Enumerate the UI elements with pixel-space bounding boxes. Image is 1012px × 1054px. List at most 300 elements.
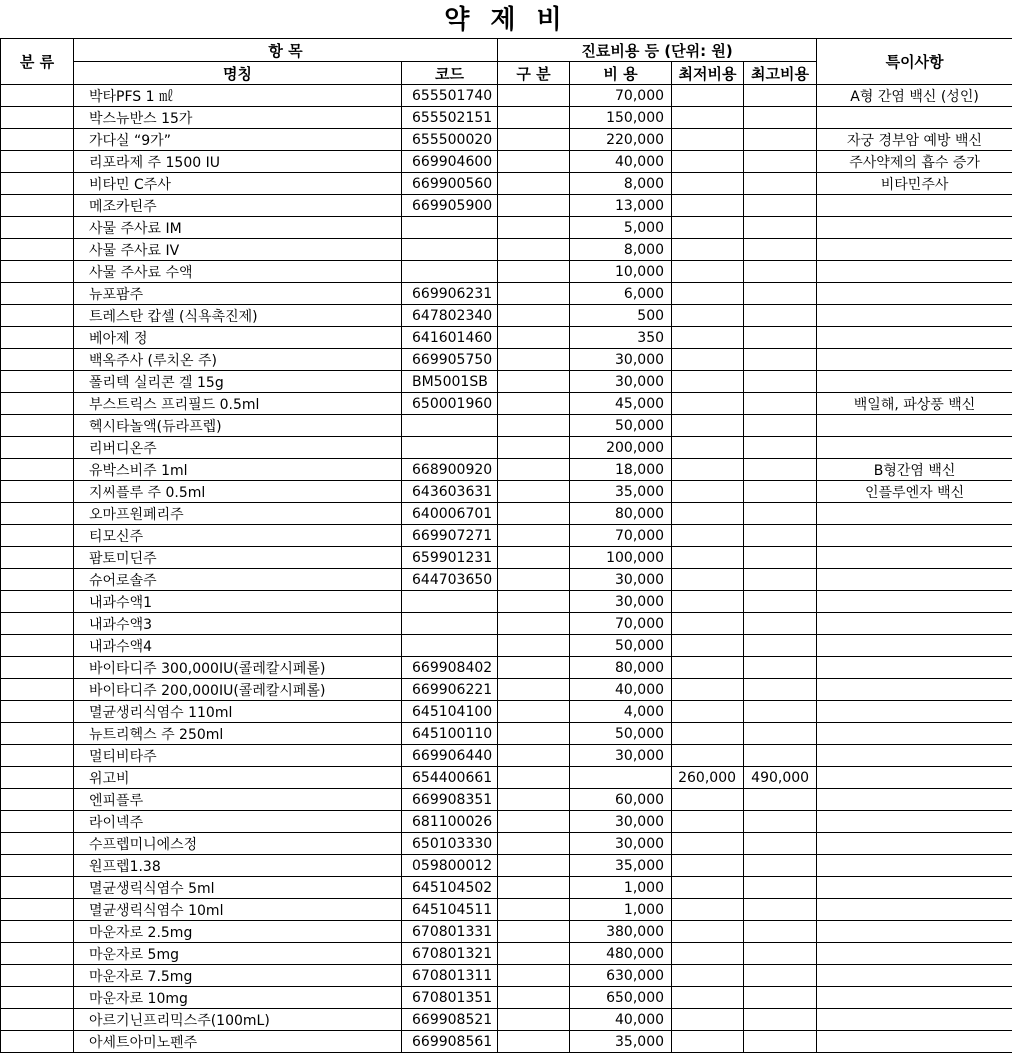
max-cost-cell (744, 745, 817, 767)
category-cell (1, 305, 74, 327)
max-cost-cell (744, 723, 817, 745)
category-cell (1, 855, 74, 877)
cost-cell: 18,000 (570, 459, 672, 481)
min-cost-cell (672, 877, 744, 899)
drug-name-cell: 멸균생릭식염수 5ml (74, 877, 402, 899)
drug-name-cell: 멀티비타주 (74, 745, 402, 767)
drug-name-cell: 멸균생릭식염수 10ml (74, 899, 402, 921)
drug-name-cell: 박타PFS 1 ㎖ (74, 85, 402, 107)
cost-cell: 40,000 (570, 151, 672, 173)
note-cell (817, 261, 1012, 283)
division-cell (498, 85, 570, 107)
table-row (1, 349, 1012, 371)
max-cost-cell (744, 1009, 817, 1031)
cost-cell: 40,000 (570, 679, 672, 701)
division-cell (498, 415, 570, 437)
table-row (1, 415, 1012, 437)
drug-code-cell (402, 613, 498, 635)
note-cell: 주사약제의 흡수 증가 (817, 151, 1012, 173)
category-cell (1, 921, 74, 943)
cost-cell: 45,000 (570, 393, 672, 415)
cost-cell: 630,000 (570, 965, 672, 987)
drug-name-cell: 팜토미딘주 (74, 547, 402, 569)
division-cell (498, 657, 570, 679)
category-cell (1, 129, 74, 151)
cost-cell: 30,000 (570, 371, 672, 393)
division-cell (498, 965, 570, 987)
drug-code-cell: 659901231 (402, 547, 498, 569)
note-cell (817, 1031, 1012, 1053)
min-cost-cell (672, 789, 744, 811)
category-cell (1, 1009, 74, 1031)
category-cell (1, 877, 74, 899)
table-row (1, 261, 1012, 283)
min-cost-cell (672, 393, 744, 415)
min-cost-cell (672, 679, 744, 701)
max-cost-cell (744, 151, 817, 173)
cost-cell: 50,000 (570, 635, 672, 657)
cost-cell: 30,000 (570, 591, 672, 613)
max-cost-cell (744, 569, 817, 591)
drug-name-cell: 비타민 C주사 (74, 173, 402, 195)
cost-cell: 40,000 (570, 1009, 672, 1031)
drug-code-cell: 670801331 (402, 921, 498, 943)
table-row (1, 85, 1012, 107)
drug-code-cell: 669908521 (402, 1009, 498, 1031)
max-cost-cell (744, 833, 817, 855)
division-cell (498, 943, 570, 965)
division-cell (498, 283, 570, 305)
min-cost-cell (672, 107, 744, 129)
drug-code-cell (402, 217, 498, 239)
note-cell (817, 591, 1012, 613)
cost-cell: 150,000 (570, 107, 672, 129)
min-cost-cell (672, 987, 744, 1009)
division-cell (498, 173, 570, 195)
category-cell (1, 393, 74, 415)
drug-code-cell: 681100026 (402, 811, 498, 833)
category-cell (1, 217, 74, 239)
drug-name-cell: 박스뉴반스 15가 (74, 107, 402, 129)
drug-code-cell: 647802340 (402, 305, 498, 327)
note-cell (817, 679, 1012, 701)
max-cost-cell (744, 393, 817, 415)
drug-name-cell: 마운자로 2.5mg (74, 921, 402, 943)
division-cell (498, 305, 570, 327)
drug-code-cell: 669908561 (402, 1031, 498, 1053)
drug-code-cell (402, 415, 498, 437)
category-cell (1, 635, 74, 657)
note-cell (817, 283, 1012, 305)
cost-cell: 30,000 (570, 349, 672, 371)
note-cell (817, 1009, 1012, 1031)
drug-code-cell: 655501740 (402, 85, 498, 107)
category-cell (1, 503, 74, 525)
table-row (1, 943, 1012, 965)
division-cell (498, 195, 570, 217)
min-cost-cell (672, 943, 744, 965)
category-cell (1, 613, 74, 635)
note-cell (817, 569, 1012, 591)
drug-name-cell: 사물 주사료 수액 (74, 261, 402, 283)
drug-name-cell: 베아제 정 (74, 327, 402, 349)
cost-cell: 50,000 (570, 723, 672, 745)
category-cell (1, 327, 74, 349)
category-cell (1, 811, 74, 833)
max-cost-cell (744, 349, 817, 371)
drug-code-cell (402, 591, 498, 613)
cost-cell: 6,000 (570, 283, 672, 305)
max-cost-cell (744, 1031, 817, 1053)
max-cost-cell (744, 371, 817, 393)
min-cost-cell (672, 459, 744, 481)
header-category: 분 류 (1, 39, 74, 85)
table-row (1, 173, 1012, 195)
max-cost-cell (744, 107, 817, 129)
table-row (1, 855, 1012, 877)
min-cost-cell (672, 569, 744, 591)
cost-cell: 480,000 (570, 943, 672, 965)
note-cell (817, 965, 1012, 987)
note-cell (817, 195, 1012, 217)
min-cost-cell (672, 657, 744, 679)
drug-name-cell: 마운자로 10mg (74, 987, 402, 1009)
table-row (1, 921, 1012, 943)
drug-name-cell: 내과수액3 (74, 613, 402, 635)
table-row (1, 745, 1012, 767)
drug-name-cell: 뉴트리헥스 주 250ml (74, 723, 402, 745)
cost-cell (570, 767, 672, 789)
drug-code-cell: 644703650 (402, 569, 498, 591)
division-cell (498, 349, 570, 371)
table-row (1, 547, 1012, 569)
table-row (1, 437, 1012, 459)
max-cost-cell (744, 283, 817, 305)
note-cell (817, 239, 1012, 261)
drug-code-cell: 669905750 (402, 349, 498, 371)
max-cost-cell (744, 261, 817, 283)
table-row (1, 503, 1012, 525)
category-cell (1, 701, 74, 723)
min-cost-cell (672, 833, 744, 855)
category-cell (1, 569, 74, 591)
max-cost-cell (744, 789, 817, 811)
drug-name-cell: 티모신주 (74, 525, 402, 547)
category-cell (1, 833, 74, 855)
category-cell (1, 547, 74, 569)
table-row (1, 811, 1012, 833)
cost-cell: 650,000 (570, 987, 672, 1009)
table-row (1, 459, 1012, 481)
table-row (1, 525, 1012, 547)
division-cell (498, 899, 570, 921)
min-cost-cell (672, 547, 744, 569)
table-row (1, 767, 1012, 789)
drug-code-cell: 655502151 (402, 107, 498, 129)
drug-name-cell: 사물 주사료 IM (74, 217, 402, 239)
division-cell (498, 635, 570, 657)
note-cell (817, 855, 1012, 877)
cost-cell: 13,000 (570, 195, 672, 217)
category-cell (1, 151, 74, 173)
drug-code-cell: 059800012 (402, 855, 498, 877)
drug-code-cell: 645104100 (402, 701, 498, 723)
max-cost-cell (744, 657, 817, 679)
category-cell (1, 745, 74, 767)
max-cost-cell (744, 987, 817, 1009)
drug-name-cell: 백옥주사 (루치온 주) (74, 349, 402, 371)
drug-code-cell: 645100110 (402, 723, 498, 745)
division-cell (498, 217, 570, 239)
drug-code-cell: 645104511 (402, 899, 498, 921)
min-cost-cell (672, 745, 744, 767)
note-cell (817, 811, 1012, 833)
min-cost-cell (672, 481, 744, 503)
category-cell (1, 789, 74, 811)
header-item-group: 항 목 (74, 39, 498, 62)
cost-cell: 220,000 (570, 129, 672, 151)
max-cost-cell (744, 877, 817, 899)
max-cost-cell (744, 503, 817, 525)
drug-name-cell: 리포라제 주 1500 IU (74, 151, 402, 173)
header-min-cost: 최저비용 (672, 62, 744, 85)
note-cell: A형 간염 백신 (성인) (817, 85, 1012, 107)
table-row (1, 481, 1012, 503)
max-cost-cell (744, 943, 817, 965)
drug-name-cell: 폴리텍 실리콘 겔 15g (74, 371, 402, 393)
drug-name-cell: 멸균생리식염수 110ml (74, 701, 402, 723)
cost-cell: 35,000 (570, 855, 672, 877)
drug-code-cell: 645104502 (402, 877, 498, 899)
division-cell (498, 833, 570, 855)
category-cell (1, 437, 74, 459)
drug-code-cell: 669900560 (402, 173, 498, 195)
drug-name-cell: 오마프원페리주 (74, 503, 402, 525)
drug-name-cell: 유박스비주 1ml (74, 459, 402, 481)
division-cell (498, 327, 570, 349)
category-cell (1, 965, 74, 987)
division-cell (498, 613, 570, 635)
max-cost-cell (744, 85, 817, 107)
category-cell (1, 415, 74, 437)
drug-code-cell: 670801311 (402, 965, 498, 987)
category-cell (1, 459, 74, 481)
division-cell (498, 503, 570, 525)
division-cell (498, 921, 570, 943)
max-cost-cell (744, 701, 817, 723)
division-cell (498, 393, 570, 415)
header-cost: 비 용 (570, 62, 672, 85)
note-cell: 인플루엔자 백신 (817, 481, 1012, 503)
min-cost-cell: 260,000 (672, 767, 744, 789)
drug-code-cell: 655500020 (402, 129, 498, 151)
table-row (1, 965, 1012, 987)
division-cell (498, 811, 570, 833)
category-cell (1, 657, 74, 679)
division-cell (498, 481, 570, 503)
max-cost-cell: 490,000 (744, 767, 817, 789)
table-row (1, 217, 1012, 239)
division-cell (498, 239, 570, 261)
drug-code-cell: 669906440 (402, 745, 498, 767)
drug-name-cell: 위고비 (74, 767, 402, 789)
min-cost-cell (672, 129, 744, 151)
note-cell (817, 723, 1012, 745)
division-cell (498, 767, 570, 789)
category-cell (1, 679, 74, 701)
max-cost-cell (744, 899, 817, 921)
drug-name-cell: 마운자로 5mg (74, 943, 402, 965)
header-name: 명칭 (74, 62, 402, 85)
cost-cell: 8,000 (570, 239, 672, 261)
division-cell (498, 745, 570, 767)
note-cell (817, 217, 1012, 239)
cost-cell: 5,000 (570, 217, 672, 239)
note-cell (817, 899, 1012, 921)
drug-name-cell: 아세트아미노펜주 (74, 1031, 402, 1053)
min-cost-cell (672, 195, 744, 217)
header-notes: 특이사항 (817, 39, 1012, 85)
max-cost-cell (744, 195, 817, 217)
division-cell (498, 437, 570, 459)
max-cost-cell (744, 811, 817, 833)
drug-name-cell: 트레스탄 캅셀 (식욕촉진제) (74, 305, 402, 327)
drug-code-cell (402, 437, 498, 459)
min-cost-cell (672, 613, 744, 635)
table-row (1, 635, 1012, 657)
note-cell (817, 921, 1012, 943)
table-row (1, 305, 1012, 327)
max-cost-cell (744, 305, 817, 327)
table-row (1, 239, 1012, 261)
table-row (1, 899, 1012, 921)
table-row (1, 151, 1012, 173)
max-cost-cell (744, 415, 817, 437)
division-cell (498, 723, 570, 745)
drug-name-cell: 뉴포팜주 (74, 283, 402, 305)
min-cost-cell (672, 701, 744, 723)
category-cell (1, 107, 74, 129)
cost-cell: 350 (570, 327, 672, 349)
min-cost-cell (672, 591, 744, 613)
min-cost-cell (672, 283, 744, 305)
min-cost-cell (672, 503, 744, 525)
drug-name-cell: 메조카틴주 (74, 195, 402, 217)
drug-name-cell: 슈어로솔주 (74, 569, 402, 591)
min-cost-cell (672, 151, 744, 173)
table-row (1, 283, 1012, 305)
category-cell (1, 481, 74, 503)
drug-name-cell: 아르기닌프리믹스주(100mL) (74, 1009, 402, 1031)
cost-cell: 80,000 (570, 503, 672, 525)
min-cost-cell (672, 1009, 744, 1031)
min-cost-cell (672, 437, 744, 459)
drug-name-cell: 내과수액1 (74, 591, 402, 613)
table-row (1, 657, 1012, 679)
drug-code-cell (402, 239, 498, 261)
drug-code-cell: 670801321 (402, 943, 498, 965)
note-cell (817, 745, 1012, 767)
category-cell (1, 349, 74, 371)
division-cell (498, 107, 570, 129)
category-cell (1, 371, 74, 393)
min-cost-cell (672, 1031, 744, 1053)
note-cell (817, 349, 1012, 371)
table-row (1, 1009, 1012, 1031)
category-cell (1, 591, 74, 613)
category-cell (1, 723, 74, 745)
note-cell (817, 701, 1012, 723)
note-cell (817, 833, 1012, 855)
table-row (1, 679, 1012, 701)
cost-cell: 70,000 (570, 613, 672, 635)
table-row (1, 107, 1012, 129)
table-row (1, 789, 1012, 811)
table-row (1, 613, 1012, 635)
drug-code-cell: 641601460 (402, 327, 498, 349)
min-cost-cell (672, 371, 744, 393)
category-cell (1, 943, 74, 965)
category-cell (1, 195, 74, 217)
note-cell (817, 547, 1012, 569)
division-cell (498, 877, 570, 899)
table-row (1, 327, 1012, 349)
table-row (1, 877, 1012, 899)
division-cell (498, 987, 570, 1009)
drug-name-cell: 엔피플루 (74, 789, 402, 811)
cost-cell: 35,000 (570, 1031, 672, 1053)
max-cost-cell (744, 217, 817, 239)
min-cost-cell (672, 261, 744, 283)
min-cost-cell (672, 723, 744, 745)
drug-code-cell: 668900920 (402, 459, 498, 481)
division-cell (498, 547, 570, 569)
drug-name-cell: 내과수액4 (74, 635, 402, 657)
drug-code-cell: 669908351 (402, 789, 498, 811)
table-row (1, 723, 1012, 745)
max-cost-cell (744, 547, 817, 569)
category-cell (1, 1031, 74, 1053)
division-cell (498, 701, 570, 723)
min-cost-cell (672, 327, 744, 349)
note-cell (817, 789, 1012, 811)
note-cell (817, 305, 1012, 327)
drug-name-cell: 바이타디주 300,000IU(콜레칼시페롤) (74, 657, 402, 679)
header-division: 구 분 (498, 62, 570, 85)
division-cell (498, 679, 570, 701)
cost-cell: 100,000 (570, 547, 672, 569)
cost-cell: 50,000 (570, 415, 672, 437)
header-cost-group: 진료비용 등 (단위: 원) (498, 39, 817, 62)
min-cost-cell (672, 899, 744, 921)
cost-cell: 35,000 (570, 481, 672, 503)
drug-code-cell: 650103330 (402, 833, 498, 855)
division-cell (498, 459, 570, 481)
cost-cell: 8,000 (570, 173, 672, 195)
drug-code-cell: 650001960 (402, 393, 498, 415)
cost-cell: 1,000 (570, 899, 672, 921)
category-cell (1, 899, 74, 921)
cost-cell: 30,000 (570, 569, 672, 591)
table-row (1, 591, 1012, 613)
drug-name-cell: 사물 주사료 IV (74, 239, 402, 261)
table-row (1, 371, 1012, 393)
table-row (1, 701, 1012, 723)
min-cost-cell (672, 173, 744, 195)
cost-cell: 60,000 (570, 789, 672, 811)
min-cost-cell (672, 811, 744, 833)
note-cell (817, 437, 1012, 459)
